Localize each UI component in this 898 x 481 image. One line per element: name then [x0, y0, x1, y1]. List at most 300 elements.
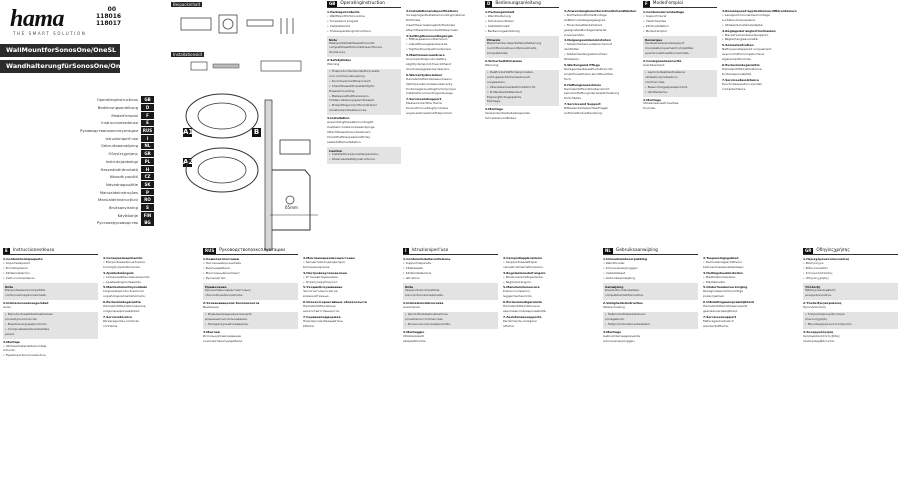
- body-text: nurmitSonosOneundSonosOneSL: [487, 46, 537, 51]
- body-text: ReinigenSiediesesProduktnurmit: [564, 66, 613, 71]
- section-heading: 1.Packungsinhalt: [485, 10, 515, 14]
- language-label: Bedienungsanleitung: [97, 105, 138, 111]
- body-text: Utilisezlesvisetchevilles: [643, 101, 679, 106]
- section: [503, 272, 598, 285]
- text-column: [403, 247, 498, 479]
- body-text: • WallMountforSonosOne: [327, 13, 365, 18]
- body-text: • Fijeelsoportecomoseindica.: [3, 353, 47, 358]
- body-text: • Supportoaparete: [403, 260, 432, 265]
- body-text: wendentotHama.: [703, 323, 729, 328]
- body-text: • PrüfenSiedieWandauf: [487, 89, 522, 94]
- body-text: • DerHalteristfürdieMontage: [564, 12, 607, 17]
- language-label: Pусскоеруководство: [97, 220, 138, 226]
- section: [3, 302, 98, 310]
- body-text: • Bedienungsanleitung: [485, 28, 520, 33]
- body-text: • Κιτεγκατάστασης: [803, 270, 833, 275]
- body-text: • Istruzioni: [403, 275, 420, 280]
- body-text: einemfusselfreien,leichtfeuchten: [564, 71, 614, 76]
- section-heading: 5.Maintenanceandcare: [406, 53, 445, 58]
- body-text: • Regolarel'angolo.: [503, 279, 532, 284]
- note-box: [803, 283, 898, 301]
- section-heading: 7.Serviceetassistance: [722, 77, 759, 82]
- body-text: • Nosobrecargueelproducto.: [5, 321, 48, 326]
- section: [485, 11, 559, 34]
- body-text: conSonosOneySonosOneSL.: [5, 293, 47, 298]
- section: [406, 74, 480, 97]
- body-text: HamaGmbH&CoKGaanvaardt: [703, 304, 748, 309]
- section-heading: Note: [329, 37, 338, 42]
- body-text: Montage.: [487, 99, 502, 104]
- column-title: Instruccionesdeuso: [12, 247, 55, 253]
- body-text: leggermenteumido.: [503, 294, 533, 299]
- section: [303, 286, 398, 299]
- text-column: [203, 247, 298, 479]
- language-label: Bruksanvisning: [108, 204, 138, 210]
- section-heading: 2.SafetyNotes: [327, 58, 351, 63]
- section-heading: 5.Manutenzioneecura: [503, 285, 540, 290]
- language-row: [28, 173, 154, 181]
- body-text: • Placezl'enceintesurlesupport.: [722, 32, 769, 37]
- section-heading: 3.Монтажнаразличныхстенах: [303, 256, 355, 260]
- body-text: • Gebruiksaanwijzing: [603, 275, 635, 280]
- body-text: • Τοπροϊόνπροορίζεταιγια: [805, 312, 845, 317]
- section-heading: 1.Комплектпоставки: [203, 257, 239, 261]
- body-text: Parapreguntas,contacte: [103, 318, 139, 323]
- body-text: • Hetproductnietoverbelasten.: [605, 321, 651, 326]
- body-text: вHama.: [303, 323, 315, 328]
- body-text: surbéton,briquepleine.: [722, 17, 757, 22]
- body-text: Attachthewallmountwiththescrews: [406, 27, 458, 32]
- body-text: • Изделиепредназначенодля: [205, 312, 252, 317]
- language-tag: I: [405, 247, 407, 253]
- body-text: • Wandhouder: [603, 260, 625, 265]
- body-text: fordamageresultingfromimproper: [406, 86, 457, 91]
- body-text: • Tightentheadjustmentscrew.: [406, 47, 452, 52]
- body-text: • Tornillosytacos: [3, 265, 28, 270]
- body-text: Eignungfürdiegeplante: [487, 94, 522, 99]
- body-text: HamaGmbH&CoKGnonsi: [503, 304, 540, 309]
- body-text: • Schrauben/Dübel: [485, 18, 514, 23]
- figure-letter-a1: A1: [183, 128, 194, 136]
- body-text: slightlydamp,lint-freeclothand: [406, 61, 452, 66]
- body-text: privadoynocomercial.: [5, 316, 38, 321]
- body-text: Gebruikdemeegeleverde: [603, 333, 641, 338]
- section-heading: 3.Montaggio: [403, 329, 425, 334]
- text-column: [406, 0, 480, 240]
- figure-label: Installationskit: [173, 52, 203, 57]
- text-column: [643, 0, 717, 240]
- section: [503, 286, 598, 299]
- body-text: denHalter.: [564, 47, 580, 52]
- article-code: 118017: [96, 20, 122, 27]
- mount-parts-illustration: [171, 10, 319, 50]
- section: [803, 258, 898, 281]
- language-label: Návodk použití: [109, 174, 138, 180]
- body-text: • Réglezl'anglesouhaité.: [722, 37, 759, 42]
- body-text: Assemblingthewallmountingkit: [327, 120, 374, 125]
- section: [703, 257, 798, 270]
- body-text: • Leproduitestdestinéàune: [645, 69, 686, 74]
- section-heading: 7.Assistenzaesupporto: [503, 314, 542, 319]
- body-text: SchraubenundDübel.: [485, 116, 517, 121]
- body-text: schroevenenpluggen.: [603, 338, 636, 343]
- body-text: • Lesupportconvientaumontage: [722, 12, 770, 17]
- body-text: • Coloqueelaltavozenelsoporte.: [103, 274, 151, 279]
- section-heading: 3.Installation: [327, 116, 350, 121]
- body-text: non-commercialuseonly.: [329, 73, 366, 78]
- body-text: • Supportmural: [643, 13, 667, 18]
- body-text: HamaGmbH&CoKGdécline: [722, 66, 762, 71]
- body-text: • Настенныйкронштейн: [203, 260, 242, 265]
- language-label: Istruzioniperl'uso: [105, 135, 138, 141]
- installation-kit-figure: [171, 52, 319, 74]
- column-title: Gebruiksaanwijzing: [615, 247, 658, 253]
- section: [327, 59, 401, 67]
- wall-mount-diagram: [170, 80, 322, 255]
- column-header: [703, 247, 798, 254]
- column-header: [603, 247, 698, 255]
- language-tag: GR: [805, 247, 812, 253]
- language-row: [28, 204, 154, 212]
- body-text: • Nesurchargezpasleproduit.: [645, 84, 689, 89]
- section-heading: 1.Περιεχόμενασυσκευασίας: [803, 257, 850, 261]
- section-heading: 7.Serviceandsupport: [406, 97, 442, 102]
- section: [203, 331, 298, 344]
- section: [503, 316, 598, 329]
- language-code-tab: GB: [141, 96, 154, 103]
- body-text: thewallmounting.: [329, 88, 356, 93]
- section-heading: 3.Campodiapplicazione: [503, 256, 543, 260]
- body-text: сSonosOneиSonosOneSL.: [205, 293, 244, 298]
- body-text: • Οδηγίεςχρήσης: [803, 275, 830, 280]
- body-text: kompatibelist.: [487, 51, 509, 56]
- body-text: несетответственности.: [303, 308, 341, 313]
- body-text: seatedafterinstallation.: [327, 139, 362, 144]
- article-code: 118016: [96, 13, 122, 20]
- section-heading: 4.Hellingshoekinstellen: [703, 270, 743, 275]
- body-text: Pleasecontactthe Hama: [406, 101, 442, 106]
- note-box: [327, 147, 401, 165]
- section-heading: 6.Отказотгарантийных обязательств: [303, 300, 367, 305]
- language-row: [28, 211, 154, 219]
- column-header: [564, 0, 638, 7]
- language-code-tab: BG: [141, 219, 154, 226]
- section-heading: 2.Указаниявцелях безопасности: [203, 301, 260, 306]
- body-text: • Installationrequirestwopersons.: [329, 152, 379, 157]
- body-text: • Elsoporteesadecuadopara: [103, 259, 145, 264]
- body-text: • Установитединамик.: [303, 274, 339, 279]
- section-heading: 4.Regolazionedell'angolo: [503, 270, 546, 275]
- body-text: • Plaatsdeluidspreker.: [703, 274, 736, 279]
- section: [203, 302, 298, 310]
- column-header: [503, 247, 598, 254]
- section: [803, 331, 898, 344]
- section: [103, 316, 198, 329]
- section: [603, 258, 698, 281]
- language-row: [28, 127, 154, 135]
- title-german: WandhalterungfürSonosOne/OneSL: [0, 60, 120, 73]
- body-text: Metvragenkuntuzich: [703, 318, 734, 323]
- language-code-tab: P: [141, 189, 154, 196]
- figure-label: Beipackinhalt: [173, 2, 201, 7]
- body-text: • Visetchevilles: [643, 18, 667, 23]
- column-title: Οδηγίεςχρήσης: [816, 247, 850, 253]
- body-text: installation,mountingandusage.: [406, 91, 454, 96]
- text-column: [103, 247, 198, 479]
- body-text: • Ajusteelángulodeseado.: [103, 279, 142, 284]
- section-heading: Примечание: [205, 284, 227, 289]
- section: [603, 302, 698, 310]
- language-code-tab: GR: [141, 150, 154, 157]
- body-text: • Неперегружайтеизделие.: [205, 321, 249, 326]
- body-text: • Кронштейнподходитдля: [303, 259, 345, 264]
- section: [564, 84, 638, 102]
- section: [406, 54, 480, 72]
- section-heading: 3.Montaje: [3, 339, 20, 344]
- note-box: [485, 70, 559, 106]
- body-text: • FürandereWandartenist: [564, 22, 602, 27]
- body-text: Aviso: [3, 305, 11, 310]
- body-text: • Instruccionesdeuso: [3, 275, 35, 280]
- section: [703, 316, 798, 329]
- figure-letter-b: B: [253, 128, 260, 136]
- body-text: • Монтажныйкомплект: [203, 270, 240, 275]
- body-text: Onlycleanthisproductwitha: [406, 57, 447, 62]
- body-text: privatoenoncommerciale.: [405, 316, 444, 321]
- section-heading: 6.Esclusionedigaranzia: [503, 300, 542, 305]
- body-text: Pleasenotethatthewallmountis compatiblewithSonosOneandSonos: [329, 41, 382, 50]
- section-heading: 1.Contenudel'emballage: [643, 10, 685, 14]
- section: [103, 257, 198, 270]
- body-text: • Kitdeinstalación: [3, 270, 30, 275]
- body-text: moistureandheatsources.: [329, 108, 368, 113]
- column-title: Руководствопоэксплуатации: [219, 247, 285, 253]
- language-row: [28, 158, 154, 166]
- body-text: assumealcunaresponsabilità.: [503, 308, 547, 313]
- body-text: Attachthewallmountasshown.: [327, 129, 372, 134]
- body-text: anyquestionsaboutthisproduct.: [406, 111, 453, 116]
- section-heading: 5.Onderhoudenverzorging: [703, 285, 748, 290]
- body-text: • Adjusttheangleasrequired.: [406, 42, 449, 47]
- body-text: Elsoporteessolocompatible: [5, 288, 46, 293]
- language-row: [28, 188, 154, 196]
- package-contents-figure: [171, 2, 319, 52]
- body-text: BittewendenSiesichbeiFragen: [564, 106, 609, 111]
- body-text: • Βίδεςκαιούπατ: [803, 265, 828, 270]
- body-text: zuverwenden.: [564, 32, 586, 37]
- text-column: [603, 247, 698, 479]
- body-text: incluido.: [3, 348, 16, 353]
- language-index: [28, 96, 154, 227]
- dimension-label: 65mm: [285, 205, 298, 210]
- section: [564, 64, 638, 82]
- language-label: Οδηγίεςχρήσης: [108, 151, 138, 157]
- language-code-tab: I: [141, 135, 154, 142]
- body-text: • Kitdiinstallazione: [403, 270, 432, 275]
- note-box: [327, 36, 401, 58]
- body-text: • Wandhalterung: [485, 13, 511, 18]
- section-heading: 3.Installationandspecifications: [406, 9, 459, 13]
- body-text: Warning: [327, 62, 340, 67]
- body-text: • Utiliceelmaterialdemontaje: [3, 343, 47, 348]
- body-text: liabilityandprovidesnowarranty: [406, 81, 453, 86]
- section-heading: 2.Indicazionidisicurezza: [403, 301, 444, 306]
- body-text: Avertissement: [643, 63, 665, 68]
- section-heading: 7.Serviceensupport: [703, 314, 737, 319]
- section-heading: 6.Exclusióndegarantía: [103, 300, 141, 305]
- body-text: • Steldehoekin.: [703, 279, 727, 284]
- body-text: Pulireconunpanno: [503, 289, 530, 294]
- body-text: fournies.: [643, 106, 657, 111]
- body-text: HamaGmbH&CoKGassumesno: [406, 76, 452, 81]
- body-text: nicht-gewerblichenGebrauch: [487, 74, 531, 79]
- section-heading: 3.Toepassingsgebied: [703, 256, 739, 260]
- body-text: OneSLonly.: [329, 50, 346, 55]
- section-heading: 6.Warrantydisclaimer: [406, 72, 443, 77]
- note-box: [3, 312, 98, 339]
- section-heading: 3.Montage: [485, 107, 504, 112]
- section: [403, 331, 498, 344]
- language-row: [28, 181, 154, 189]
- column-header: [327, 0, 401, 8]
- body-text: • Nonsovraccaricareilprodotto.: [405, 321, 452, 326]
- section: [564, 10, 638, 37]
- section-heading: 5.Wartungund Pflege: [564, 62, 600, 67]
- section-heading: 4.Settingthemountingangle: [406, 33, 453, 38]
- body-text: Кронштейнсовместимтолько: [205, 288, 251, 293]
- body-text: commerciale.: [645, 79, 666, 84]
- column-header: [3, 247, 98, 255]
- column-header: [203, 247, 298, 255]
- body-text: muralestuniquementcompatible: [645, 46, 694, 51]
- section: [722, 10, 796, 28]
- body-text: HamaGmbH&CoKGübernimmt: [564, 86, 610, 91]
- section: [327, 11, 401, 34]
- section-heading: 1.Contenidodelpaquete: [3, 257, 43, 261]
- section: [403, 302, 498, 310]
- body-text: Usetheincludedscrewsandplugs.: [327, 124, 376, 129]
- section: [722, 44, 796, 62]
- section-heading: 2.Sicherheitshinweise: [485, 59, 523, 64]
- language-tag: RUS: [205, 247, 215, 253]
- language-row: [28, 96, 154, 104]
- column-header: [103, 247, 198, 254]
- language-row: [28, 111, 154, 119]
- body-text: Warnung: [485, 63, 499, 68]
- body-text: ningunaresponsabilidad.: [103, 308, 140, 313]
- section-heading: 6.Uitsluitingaansprakelijkheid: [703, 300, 754, 305]
- body-text: • Elproductoestádestinadoaluso: [5, 312, 54, 317]
- body-text: etassellifornite.: [403, 338, 427, 343]
- note-box: [403, 283, 498, 301]
- body-text: Повопросамобращайтесь: [303, 318, 344, 323]
- section: [643, 11, 717, 34]
- body-text: Ηβάσηείναισυμβατή: [805, 288, 836, 293]
- body-text: Reinigmeteenlichtvochtige: [703, 289, 744, 294]
- body-text: aHama.: [503, 323, 515, 328]
- section-heading: 3.Montage: [643, 97, 662, 102]
- section: [703, 286, 798, 299]
- body-text: contacterHama.: [722, 86, 747, 91]
- language-code-tab: RO: [141, 196, 154, 203]
- body-text: ιδιωτικήχρήση.: [805, 316, 829, 321]
- language-code-tab: S: [141, 204, 154, 211]
- body-text: бетонаикирпича.: [303, 264, 331, 269]
- body-text: Checkthatthespeakerisfirmly: [327, 134, 371, 139]
- language-label: Használatiútmutató: [100, 166, 138, 172]
- body-text: • Theproductisintendedforprivate,: [329, 68, 381, 73]
- note-box: [327, 69, 401, 115]
- section: [485, 108, 559, 121]
- section-heading: 2.Υποδείξειςασφαλείας: [803, 301, 842, 306]
- body-text: • Отрегулируйтеугол.: [303, 279, 339, 284]
- body-text: avecunchiffonnonpelucheux: [722, 52, 765, 57]
- body-text: betonenmassievebaksteen.: [703, 264, 745, 269]
- section: [103, 272, 198, 285]
- note-box: [803, 312, 898, 329]
- body-text: влажнойтканью.: [303, 294, 330, 299]
- section: [303, 272, 398, 285]
- language-label: Руководствопоэксплуатации: [79, 128, 138, 134]
- text-column: [3, 247, 98, 479]
- body-text: • DasProduktistfürdenprivaten,: [487, 69, 534, 74]
- body-text: • Theseoperatinginstructions: [327, 28, 371, 33]
- section-heading: 3.Consejosdeaplicación: [103, 256, 143, 260]
- language-label: Operatinginstructions: [96, 97, 138, 103]
- body-text: Nettoyezcetappareil uniquement: [722, 47, 772, 52]
- section: [722, 64, 796, 77]
- section: [303, 316, 398, 329]
- section-heading: Caution: [329, 148, 343, 153]
- language-code-tab: FIN: [141, 212, 154, 219]
- section-heading: 7.Serviciotécnico: [103, 314, 133, 319]
- body-text: • Utilisezdumatérieladapté.: [722, 22, 764, 27]
- body-text: unpañoligeramentehúmedo.: [103, 294, 146, 299]
- section: [203, 258, 298, 281]
- language-code-tab: E: [141, 120, 154, 127]
- body-text: vorgesehen.: [487, 79, 506, 84]
- column-header: [303, 247, 398, 254]
- body-text: Χρησιμοποιήστετιςβίδες: [803, 333, 841, 338]
- section-heading: 3.Montage: [603, 329, 622, 334]
- body-text: touteresponsabilité.: [722, 71, 752, 76]
- language-label: Instrukcjaobsługi: [105, 158, 138, 164]
- body-text: • Donotoverloadtheproduct.: [329, 78, 372, 83]
- column-header: [643, 0, 717, 8]
- body-text: • Hetproductisbedoeldvoor: [605, 312, 646, 317]
- section-heading: 2.Consignesdesécurité: [643, 59, 682, 64]
- section: [803, 302, 898, 310]
- language-code-tab: NL: [141, 143, 154, 150]
- note-box: [643, 70, 717, 97]
- body-text: • ÜberlastenSiedasProduktnicht.: [487, 84, 536, 89]
- language-code-tab: F: [141, 112, 154, 119]
- body-text: geeignetesMontagematerial: [564, 27, 607, 32]
- body-text: conHama.: [103, 323, 119, 328]
- language-code-tab: RUS: [142, 128, 153, 134]
- body-text: • Dehouderisgeschiktvoor: [703, 259, 743, 264]
- language-label: Moded'emploi: [111, 112, 138, 118]
- body-text: avecSonosOneetSonosOneSL.: [645, 51, 690, 56]
- language-row: [28, 104, 154, 112]
- section: [406, 35, 480, 53]
- note-box: [403, 312, 498, 329]
- note-box: [603, 283, 698, 301]
- language-row: [28, 150, 154, 158]
- language-code-tab: PL: [141, 158, 154, 165]
- section-heading: 4.Neigungswinkeleinstellen: [564, 38, 611, 43]
- body-text: • Observeallsafetyinstructions.: [329, 157, 376, 162]
